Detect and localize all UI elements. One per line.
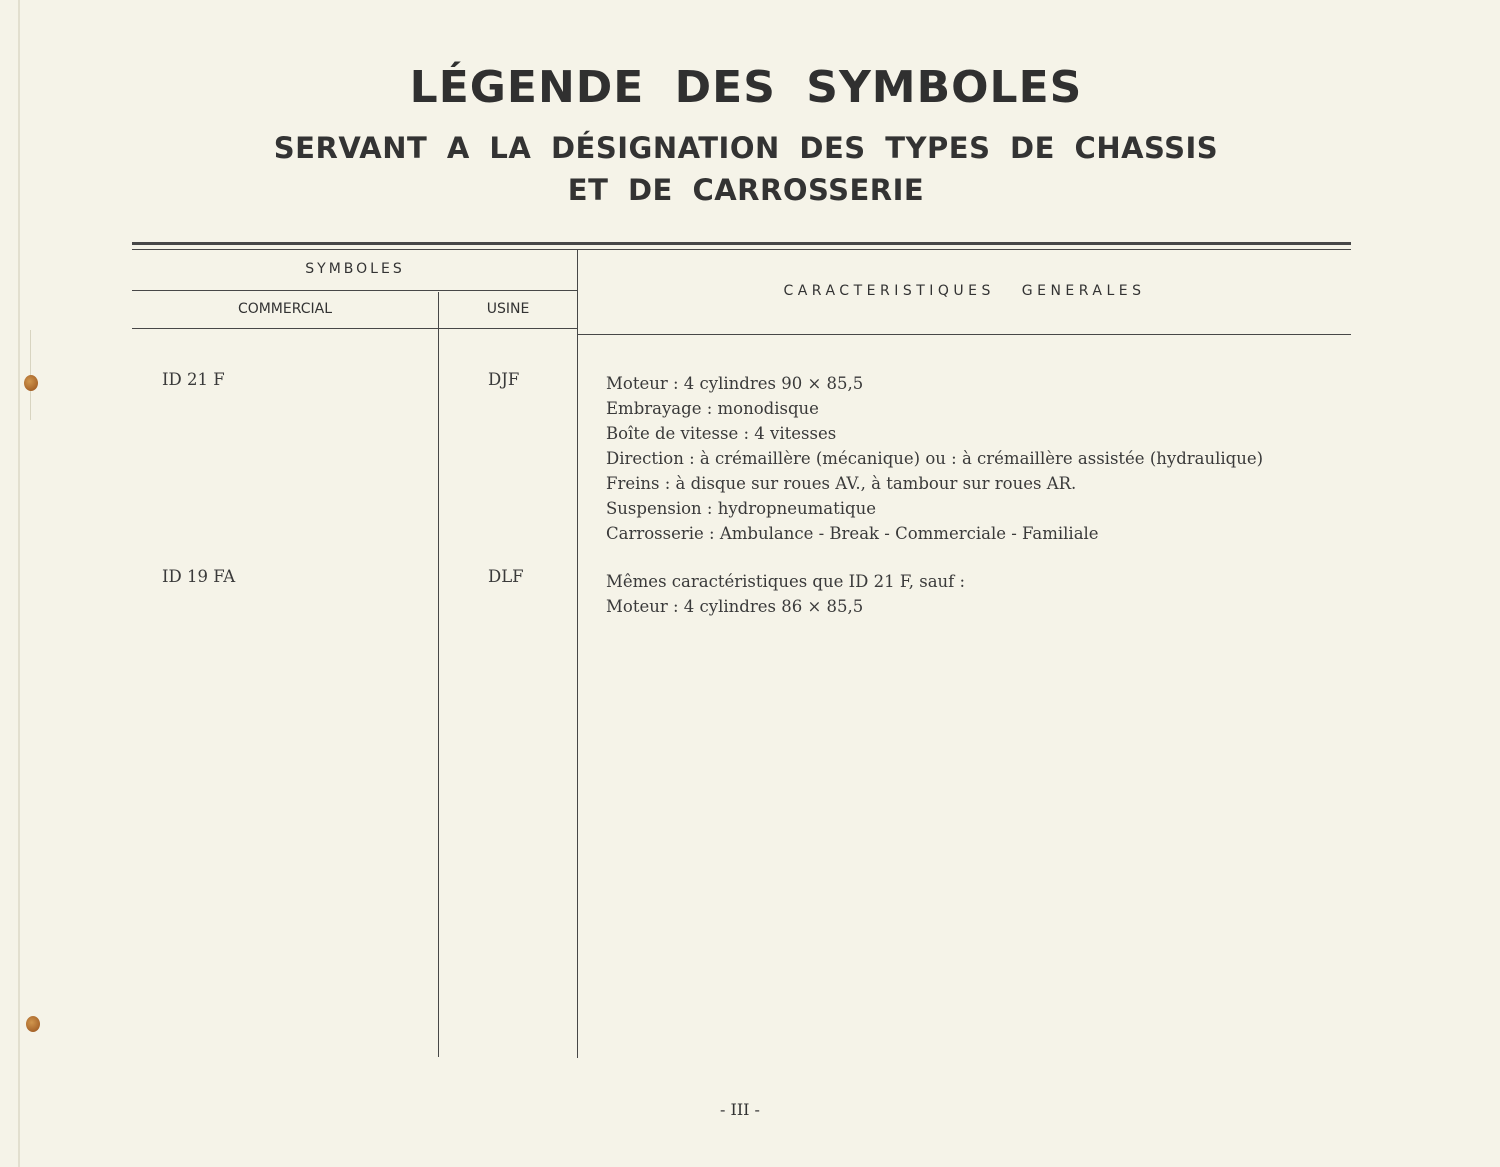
table-top-rule <box>132 242 1351 245</box>
row2-caracteristiques <box>606 569 965 619</box>
symboles-underline <box>132 290 578 291</box>
header-commercial: COMMERCIAL <box>237 301 333 317</box>
spec-line: Freins : à disque sur roues AV., à tambour sur roues AR. <box>606 474 1077 493</box>
column-divider-usine <box>438 292 439 1057</box>
page-number: - III - <box>720 1100 760 1119</box>
column-divider-caracteristiques <box>577 250 578 1058</box>
spec-line: Moteur : 4 cylindres 90 × 85,5 <box>606 374 864 393</box>
row1-caracteristiques <box>606 371 1263 546</box>
spec-line: Embrayage : monodisque <box>606 399 819 418</box>
binder-hole-top <box>24 375 38 391</box>
row1-usine: DJF <box>488 370 520 389</box>
spec-line: Suspension : hydropneumatique <box>606 499 876 518</box>
binder-hole-bottom <box>26 1016 40 1032</box>
header-symboles: SYMBOLES <box>305 261 405 277</box>
spec-line: Direction : à crémaillère (mécanique) ou : à crémaillère assistée (hydraulique) <box>606 449 1264 468</box>
row2-usine: DLF <box>488 567 524 586</box>
header-usine: USINE <box>486 301 530 317</box>
spec-line: Boîte de vitesse : 4 vitesses <box>606 424 837 443</box>
row1-commercial: ID 21 F <box>162 370 225 389</box>
table-top-rule-thin <box>132 249 1351 250</box>
spec-line: Carrosserie : Ambulance - Break - Commerciale - Familiale <box>606 524 1099 543</box>
header-bottom-rule-left <box>132 328 578 329</box>
header-caracteristiques: CARACTERISTIQUES GENERALES <box>783 283 1146 299</box>
page-title: LÉGENDE DES SYMBOLES <box>409 62 1083 113</box>
page-subtitle-line1: SERVANT A LA DÉSIGNATION DES TYPES DE CHASSIS <box>273 131 1219 165</box>
spec-line: Moteur : 4 cylindres 86 × 85,5 <box>606 597 864 616</box>
row2-commercial: ID 19 FA <box>162 567 236 586</box>
spec-line: Mêmes caractéristiques que ID 21 F, sauf : <box>606 572 966 591</box>
header-bottom-rule-right <box>578 334 1351 335</box>
page-subtitle-line2: ET DE CARROSSERIE <box>567 173 925 207</box>
